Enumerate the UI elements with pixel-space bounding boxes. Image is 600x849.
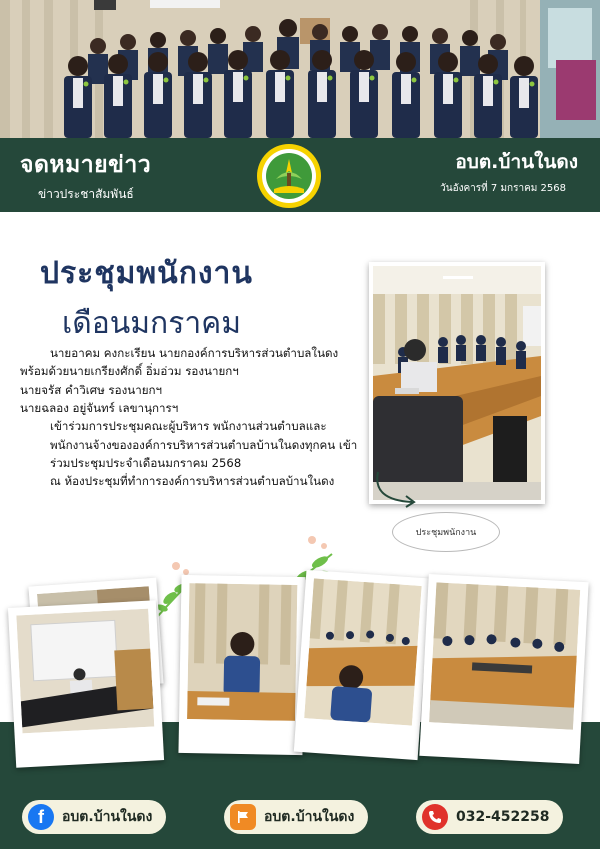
phone-number: 032-452258	[456, 809, 550, 825]
participants-image	[304, 578, 422, 725]
phone-icon	[422, 804, 448, 830]
phone-contact[interactable]	[416, 800, 563, 834]
facebook-icon: f	[28, 804, 54, 830]
facebook-label: อบต.บ้านในดง	[62, 809, 153, 825]
article-subheading: เดือนมกราคม	[62, 306, 242, 341]
body-paragraph: นายฉลอง อยู่จันทร์ เลขานุการฯ	[20, 400, 179, 415]
body-paragraph: นายจรัส คำวิเศษ รองนายกฯ	[20, 382, 163, 397]
presenter-image	[16, 609, 154, 734]
photo-caption-text: ประชุมพนักงาน	[415, 528, 477, 538]
newsletter-subtitle: ข่าวประชาสัมพันธ์	[38, 187, 134, 201]
meeting-room-image	[373, 266, 541, 500]
staff-group	[58, 18, 538, 138]
article-body	[20, 344, 360, 491]
organization-name: อบต.บ้านในดง	[455, 151, 578, 173]
body-paragraph: พร้อมด้วยนายเกรียงศักดิ์ อิ่มอ่วม รองนายกฯ	[20, 364, 239, 379]
speaker-image	[187, 583, 297, 721]
body-paragraph: ณ ห้องประชุมที่ทำการองค์การบริหารส่วนตำบลบ้านในดง	[50, 474, 335, 489]
meeting-photo-4	[419, 574, 588, 764]
meeting-photo-1	[8, 600, 164, 768]
group-photo	[0, 0, 600, 138]
photo-caption	[392, 512, 500, 552]
conference-table-image	[429, 582, 580, 729]
curved-arrow-icon	[372, 470, 432, 510]
body-paragraph: นายอาคม คงกะเรียน นายกองค์การบริหารส่วนตำบลในดง	[50, 346, 339, 360]
article-heading: ประชุมพนักงาน	[40, 256, 253, 291]
flag-icon	[230, 804, 256, 830]
publish-date: วันอังคารที่ 7 มกราคม 2568	[440, 183, 566, 194]
meeting-photo-3	[294, 570, 430, 760]
newsletter-title: จดหมายข่าว	[20, 152, 152, 178]
body-paragraph: เข้าร่วมการประชุมคณะผู้บริหาร พนักงานส่วนตำบลและพนักงานจ้างขององค์การบริหารส่วนตำบลบ้านในดงทุกคน เข้าร่วมประชุมประจำเดือนมกราคม 2568	[50, 419, 358, 470]
website-contact[interactable]	[224, 800, 368, 834]
facebook-contact[interactable]	[22, 800, 166, 834]
website-label: อบต.บ้านในดง	[264, 809, 355, 825]
meeting-photo-main	[369, 262, 545, 504]
meeting-photo-2	[178, 575, 305, 755]
organization-seal-icon	[256, 143, 322, 209]
